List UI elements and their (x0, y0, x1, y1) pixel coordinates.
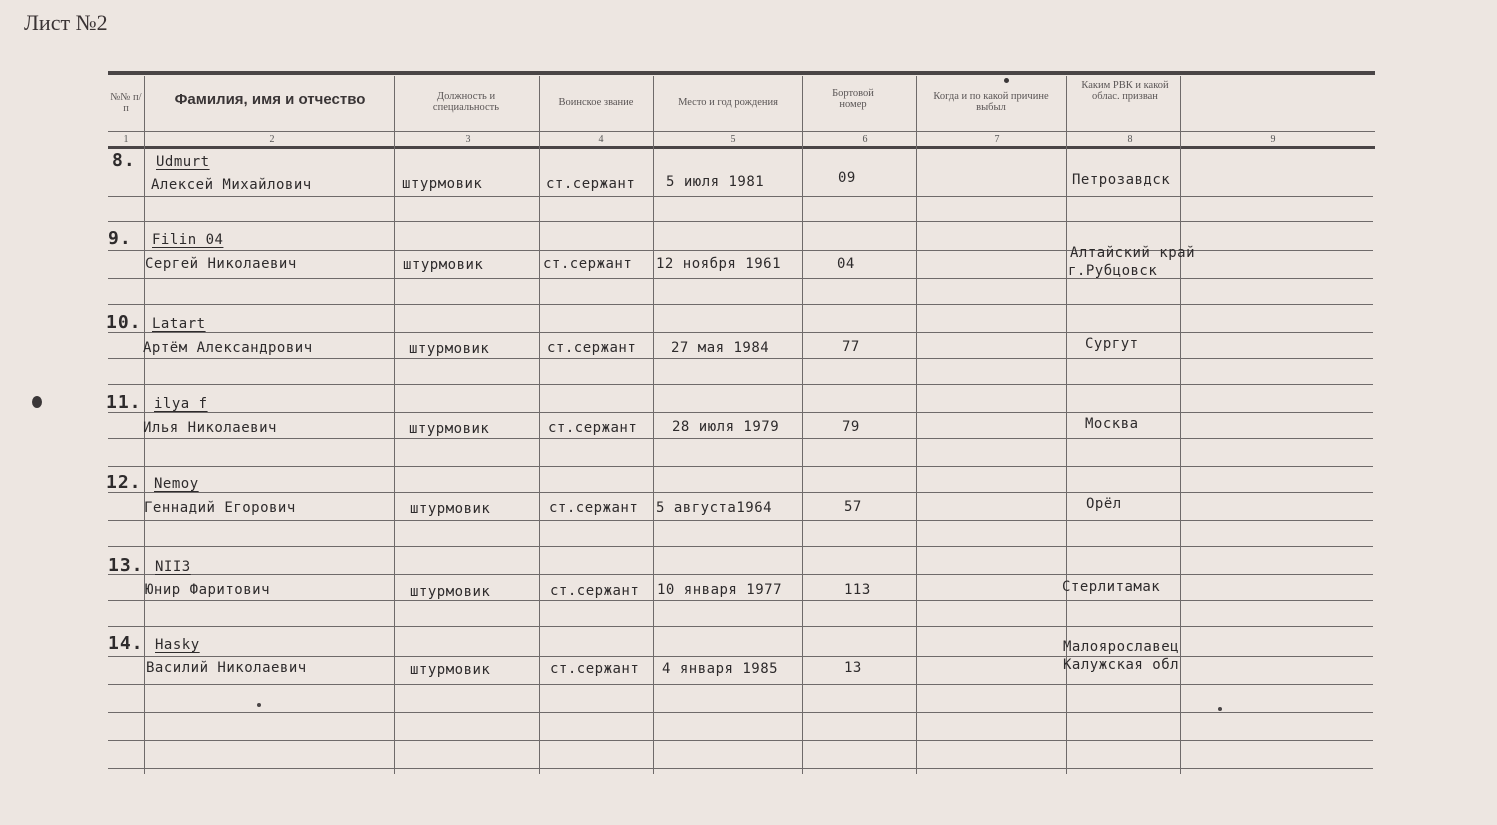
row-full-name: Алексей Михайлович (151, 177, 312, 193)
row-nickname: Udmurt (156, 154, 210, 170)
row-rank: ст.сержант (546, 176, 636, 192)
row-nickname: Nemoy (154, 476, 199, 492)
row-position: штурмовик (402, 176, 483, 192)
column-number: 4 (598, 134, 604, 145)
row-rule (108, 684, 1373, 685)
row-rvk: Петрозавдск (1072, 172, 1171, 188)
row-board-number: 09 (838, 170, 856, 186)
row-number: 11. (106, 392, 142, 413)
column-number: 5 (730, 134, 736, 145)
row-full-name: Юнир Фаритович (145, 582, 271, 598)
row-rvk: Малоярославец (1063, 639, 1180, 655)
column-number: 3 (465, 134, 471, 145)
column-number: 8 (1127, 134, 1133, 145)
row-nickname: Latart (152, 316, 206, 332)
row-rule (108, 626, 1373, 627)
column-rule (653, 76, 654, 774)
column-number: 1 (123, 134, 129, 145)
sheet-title: Лист №2 (24, 10, 108, 35)
column-number: 6 (862, 134, 868, 145)
row-position: штурмовик (403, 257, 484, 273)
row-rule (108, 196, 1373, 197)
row-birth: 4 января 1985 (662, 661, 779, 677)
column-rule (802, 76, 803, 774)
row-number: 8. (112, 150, 136, 171)
column-number: 2 (269, 134, 275, 145)
row-nickname: ilya_f (154, 396, 208, 412)
header-name: Фамилия, имя и отчество (174, 91, 366, 108)
row-rule (108, 740, 1373, 741)
ink-speck (1218, 707, 1222, 711)
header-rvk: Каким РВК и какой облас. призван (1081, 80, 1169, 102)
row-rank: ст.сержант (547, 340, 637, 356)
column-number: 9 (1270, 134, 1276, 145)
header-position: Должность и специальность (432, 91, 500, 113)
header-board: Бортовой номер (832, 88, 874, 110)
row-board-number: 77 (842, 339, 860, 355)
row-rule (108, 332, 1373, 333)
row-position: штурмовик (409, 341, 490, 357)
row-number: 10. (106, 312, 142, 333)
row-rank: ст.сержант (548, 420, 638, 436)
row-full-name: Василий Николаевич (146, 660, 307, 676)
row-board-number: 13 (844, 660, 862, 676)
row-birth: 10 января 1977 (657, 582, 783, 598)
row-rvk-line2: Калужская обл (1063, 657, 1180, 673)
column-rule (539, 76, 540, 774)
row-rvk: Москва (1085, 416, 1139, 432)
row-rule (108, 221, 1373, 222)
row-rule (108, 384, 1373, 385)
ink-speck (257, 703, 261, 707)
row-number: 12. (106, 472, 142, 493)
row-board-number: 79 (842, 419, 860, 435)
column-rule (1180, 76, 1181, 774)
header-num: №№ п/п (110, 92, 142, 114)
column-rule (394, 76, 395, 774)
header-birth: Место и год рождения (678, 97, 778, 108)
row-rule (108, 520, 1373, 521)
row-position: штурмовик (410, 662, 491, 678)
row-rule (108, 768, 1373, 769)
header-rank: Воинское звание (558, 97, 634, 108)
row-birth: 12 ноября 1961 (656, 256, 782, 272)
row-rvk-line2: г.Рубцовск (1068, 263, 1158, 279)
row-rule (108, 466, 1373, 467)
row-rank: ст.сержант (550, 661, 640, 677)
column-rule (916, 76, 917, 774)
header-rule (108, 131, 1375, 132)
column-number: 7 (994, 134, 1000, 145)
row-rule (108, 304, 1373, 305)
row-board-number: 04 (837, 256, 855, 272)
row-full-name: Геннадий Егорович (144, 500, 296, 516)
row-rank: ст.сержант (543, 256, 633, 272)
ink-speck (1004, 78, 1009, 83)
row-nickname: Filin_04 (152, 232, 224, 248)
row-full-name: Илья Николаевич (143, 420, 277, 436)
row-full-name: Сергей Николаевич (145, 256, 297, 272)
row-rvk: Орёл (1086, 496, 1122, 512)
row-rule (108, 412, 1373, 413)
row-rvk: Алтайский край (1070, 245, 1196, 261)
row-rule (108, 492, 1373, 493)
row-rvk: Сургут (1085, 336, 1139, 352)
row-birth: 27 мая 1984 (671, 340, 770, 356)
row-board-number: 113 (844, 582, 871, 598)
row-number: 13. (108, 555, 144, 576)
header-bottom-rule (108, 146, 1375, 149)
row-rule (108, 358, 1373, 359)
row-rule (108, 278, 1373, 279)
row-position: штурмовик (410, 584, 491, 600)
row-rule (108, 546, 1373, 547)
row-rank: ст.сержант (550, 583, 640, 599)
top-rule (108, 71, 1375, 75)
ink-speck (32, 396, 42, 408)
row-rule (108, 438, 1373, 439)
row-position: штурмовик (409, 421, 490, 437)
row-rule (108, 712, 1373, 713)
row-nickname: NII3 (155, 559, 191, 575)
row-full-name: Артём Александрович (143, 340, 313, 356)
row-board-number: 57 (844, 499, 862, 515)
row-rule (108, 600, 1373, 601)
row-number: 9. (108, 228, 132, 249)
row-rvk: Стерлитамак (1062, 579, 1161, 595)
row-number: 14. (108, 633, 144, 654)
row-rule (108, 574, 1373, 575)
row-birth: 5 июля 1981 (666, 174, 765, 190)
row-rank: ст.сержант (549, 500, 639, 516)
row-birth: 28 июля 1979 (672, 419, 780, 435)
row-nickname: Hasky (155, 637, 200, 653)
row-rule (108, 656, 1373, 657)
header-reason: Когда и по какой причине выбыл (933, 91, 1049, 113)
row-birth: 5 августа1964 (656, 500, 773, 516)
row-position: штурмовик (410, 501, 491, 517)
